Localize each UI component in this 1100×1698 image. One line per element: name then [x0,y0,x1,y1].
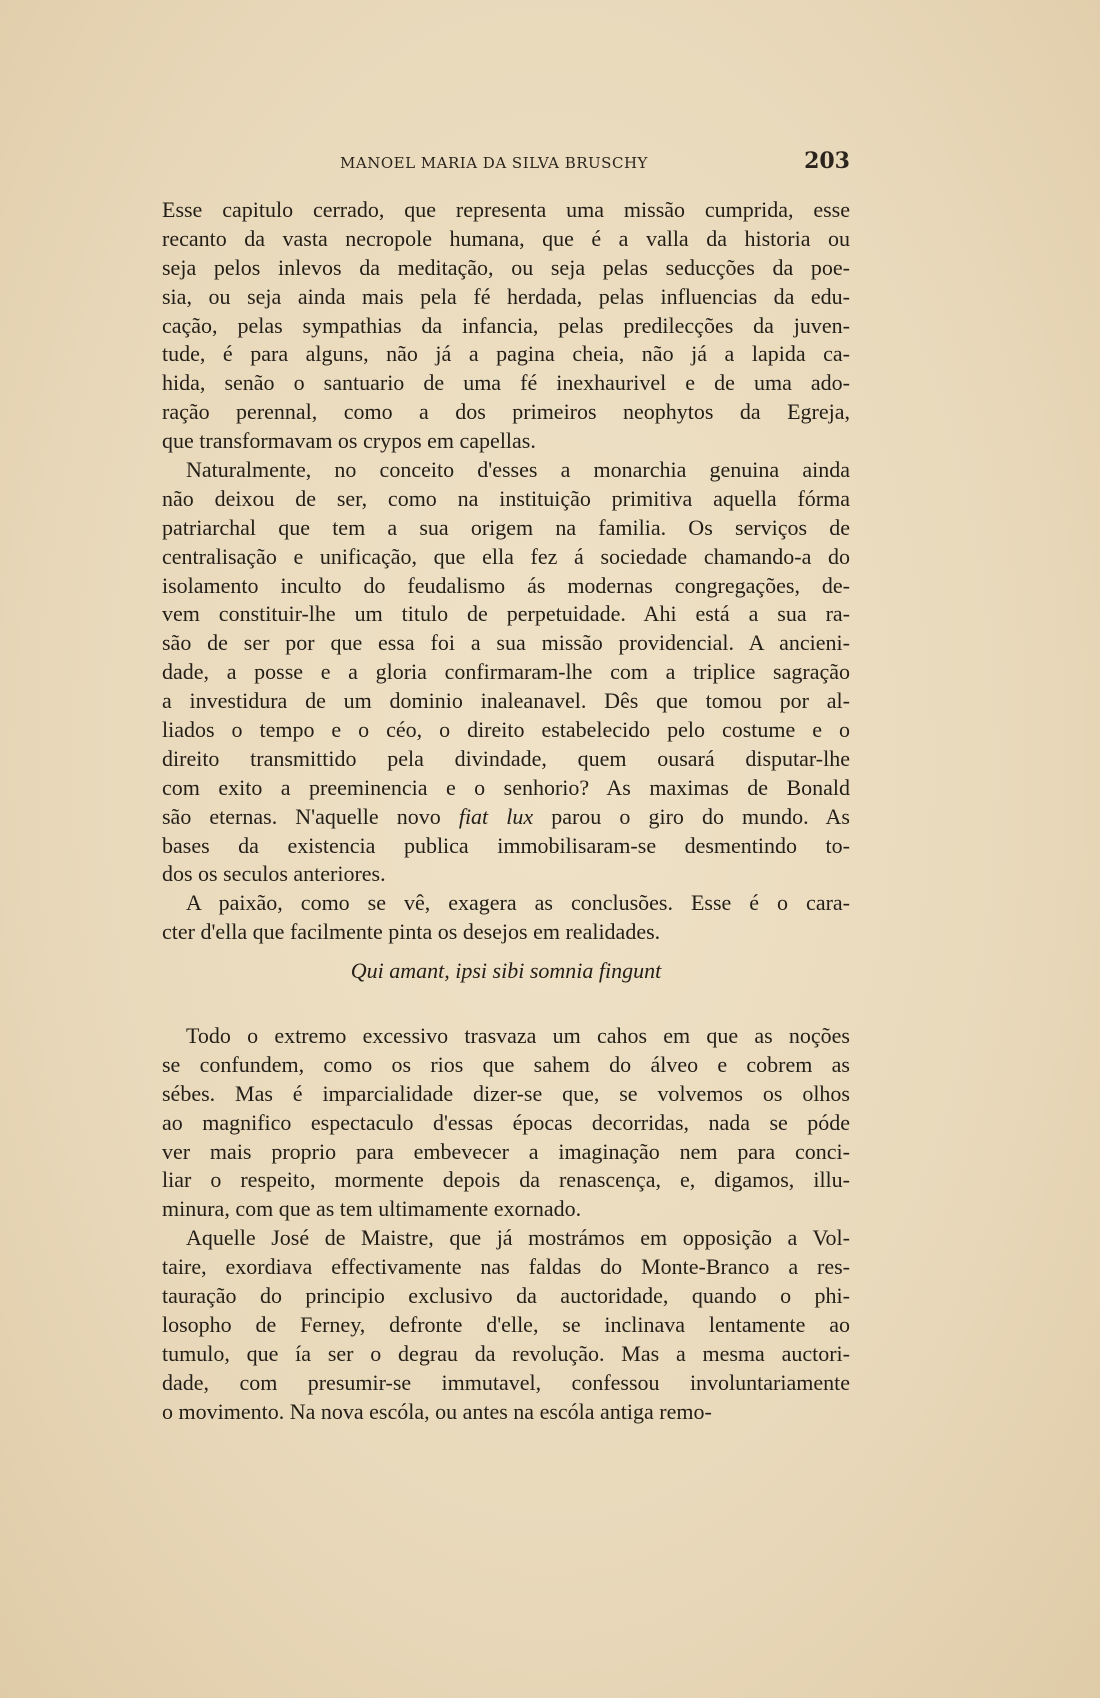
text-line: que transformavam os crypos em capellas. [162,428,536,454]
text-line: sébes. Mas é imparcialidade dizer-se que, se volvemos os olhos [162,1080,850,1106]
page-number: 203 [804,148,850,174]
text-line: com exito a preeminencia e o senhorio? As maximas de Bonald [162,774,850,800]
text-line: A paixão, como se vê, exagera as conclusões. Esse é o cara- [186,890,850,916]
text-line: ver mais proprio para embevecer a imaginação nem para conci- [162,1138,850,1164]
text-line: losopho de Ferney, defronte d'elle, se inclinava lentamente ao [162,1311,850,1337]
text-line: a investidura de um dominio inaleanavel. Dês que tomou por al- [162,688,850,714]
text-line: seja pelos inlevos da meditação, ou seja pelas seducções da poe- [162,254,850,280]
latin-quote: Qui amant, ipsi sibi somnia fingunt [350,958,662,983]
text-line: bases da existencia publica immobilisaram-se desmentindo to- [162,832,850,858]
text-line: ao magnifico espectaculo d'essas épocas decorridas, nada se póde [162,1109,850,1135]
text-line: cter d'ella que facilmente pinta os desejos em realidades. [162,919,661,945]
text-line: dade, a posse e a gloria confirmaram-lhe com a triplice sagração [162,659,850,685]
running-head [160,148,850,182]
text-line: Aquelle José de Maistre, que já mostrámos em opposição a Vol- [186,1225,850,1251]
text-line: cação, pelas sympathias da infancia, pelas predilecções da juven- [162,312,850,338]
text-line: são eternas. N'aquelle novo fiat lux parou o giro do mundo. As [162,803,850,829]
paragraph [162,196,850,456]
text-line: Todo o extremo excessivo trasvaza um cahos em que as noções [186,1023,850,1048]
text-line: hida, senão o santuario de uma fé inexhaurivel e de uma ado- [162,370,850,396]
text-line: o movimento. Na nova escóla, ou antes na escóla antiga remo- [162,1398,712,1424]
text-line: patriarchal que tem a sua origem na familia. Os serviços de [162,514,850,540]
paragraph [162,1224,850,1426]
text-line: ração perennal, como a dos primeiros neophytos da Egreja, [162,399,850,425]
text-block-top [162,196,850,947]
text-line: minura, com que as tem ultimamente exornado. [162,1196,582,1222]
text-line: taire, exordiava effectivamente nas faldas do Monte-Branco a res- [162,1254,850,1280]
text-line: liados o tempo e o céo, o direito estabelecido pelo costume e o [162,717,850,743]
text-line: tauração do principio exclusivo da auctoridade, quando o phi- [162,1283,850,1309]
text-line: tude, é para alguns, não já a pagina cheia, não já a lapida ca- [162,341,850,367]
text-line: dos os seculos anteriores. [162,861,386,887]
paragraph [162,456,850,889]
running-title: MANOEL MARIA DA SILVA BRUSCHY [340,154,648,172]
paragraph [162,1022,850,1224]
text-line: sia, ou seja ainda mais pela fé herdada, pelas influencias da edu- [162,283,850,309]
text-line: direito transmittido pela divindade, quem ousará disputar-lhe [162,745,850,771]
text-line: vem constituir-lhe um titulo de perpetuidade. Ahi está a sua ra- [162,601,850,627]
text-line: não deixou de ser, como na instituição primitiva aquella fórma [162,485,850,511]
text-line: liar o respeito, mormente depois da renascença, e, digamos, illu- [162,1167,850,1193]
text-line: tumulo, que ía ser o degrau da revolução. Mas a mesma auctori- [162,1340,850,1366]
text-line: centralisação e unificação, que ella fez á sociedade chamando-a do [162,543,850,569]
text-line: recanto da vasta necropole humana, que é a valla da historia ou [162,225,850,251]
text-line: Esse capitulo cerrado, que representa uma missão cumprida, esse [162,197,850,222]
text-block-bottom [162,1022,850,1426]
text-line: são de ser por que essa foi a sua missão providencial. A ancieni- [162,630,850,656]
text-line: dade, com presumir-se immutavel, confessou involuntariamente [162,1369,850,1395]
text-line: isolamento inculto do feudalismo ás modernas congregações, de- [162,572,850,598]
paragraph [162,889,850,947]
text-line: Naturalmente, no conceito d'esses a monarchia genuina ainda [186,457,850,483]
text-line: se confundem, como os rios que sahem do álveo e cobrem as [162,1051,850,1077]
